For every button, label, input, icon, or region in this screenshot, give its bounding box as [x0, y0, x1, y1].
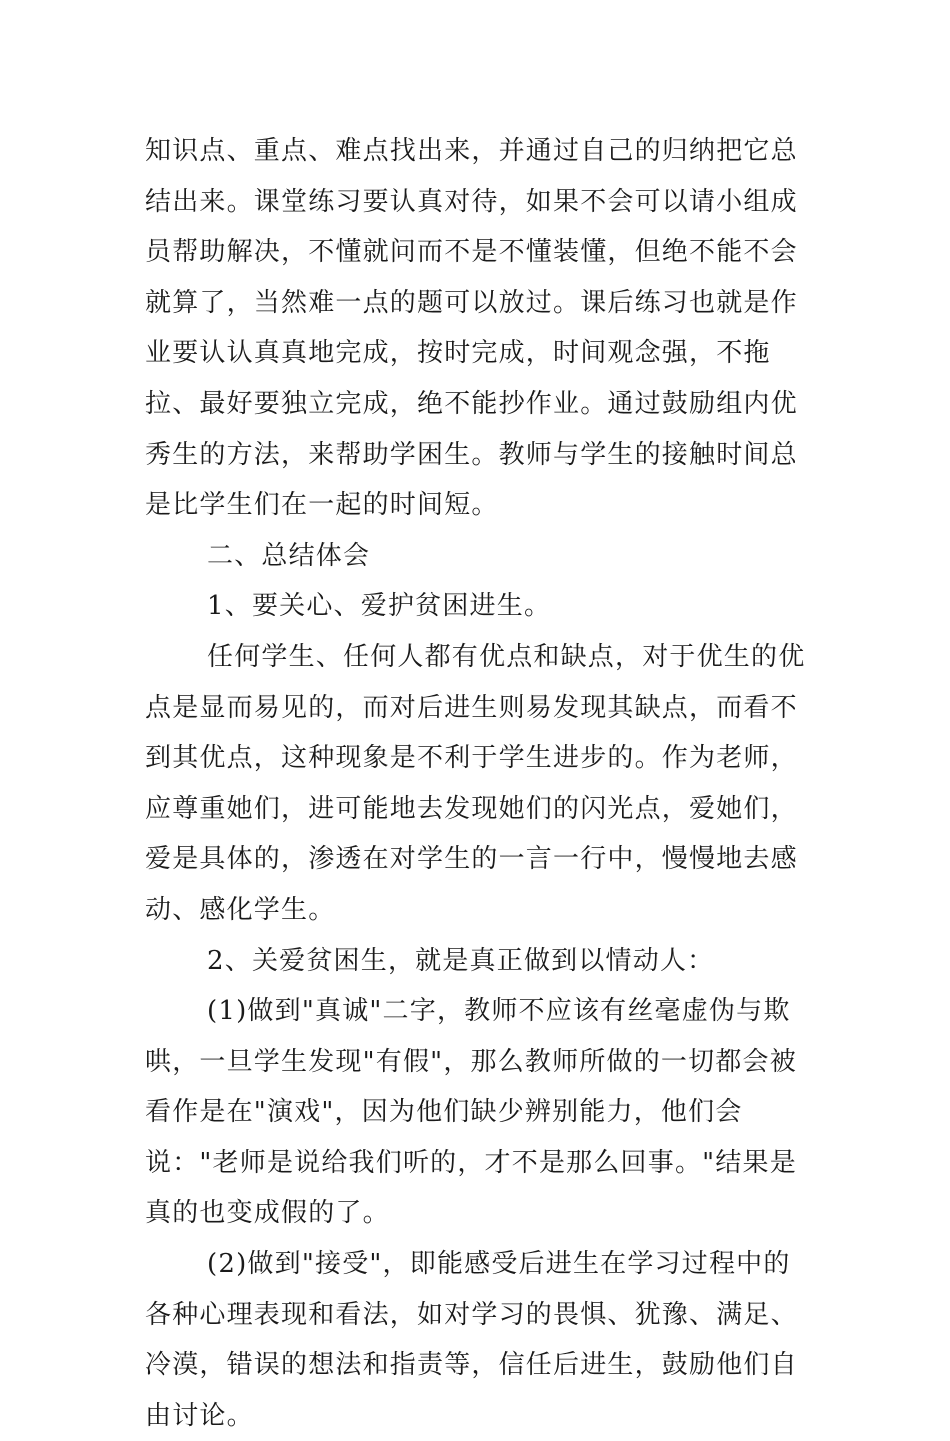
subheading-2: 2、关爱贫困生，就是真正做到以情动人： — [207, 945, 715, 976]
paragraph-sincerity: (1)做到"真诚"二字，教师不应该有丝毫虚伪与欺哄，一旦学生发现"有假"，那么教师所做的一切都会被看作是在"演戏"，因为他们缺少辨别能力，他们会说："老师是说给我们听的，才不是那么回事。"结果是真的也变成假的了。 — [145, 996, 797, 1229]
subheading-1: 1、要关心、爱护贫困进生。 — [207, 591, 552, 622]
paragraph-continuation: 知识点、重点、难点找出来，并通过自己的归纳把它总结出来。课堂练习要认真对待，如果不会可以请小组成员帮助解决，不懂就问而不是不懂装懂，但绝不能不会就算了，当然难一点的题可以放过。课后练习也就是作业要认认真真地完成，按时完成，时间观念强，不拖拉、最好要独立完成，绝不能抄作业。通过鼓励组内优秀生的方法，来帮助学困生。教师与学生的接触时间总是比学生们在一起的时间短。 — [145, 136, 798, 521]
paragraph-acceptance: (2)做到"接受"，即能感受后进生在学习过程中的各种心理表现和看法，如对学习的畏惧、犹豫、满足、冷漠，错误的想法和指责等，信任后进生，鼓励他们自由讨论。 — [145, 1249, 798, 1431]
section-heading: 二、总结体会 — [207, 540, 371, 571]
paragraph-care: 任何学生、任何人都有优点和缺点，对于优生的优点是显而易见的，而对后进生则易发现其缺点，而看不到其优点，这种现象是不利于学生进步的。作为老师，应尊重她们，进可能地去发现她们的闪光点，爱她们，爱是具体的，渗透在对学生的一言一行中，慢慢地去感动、感化学生。 — [145, 641, 806, 925]
document-body — [145, 126, 815, 1441]
